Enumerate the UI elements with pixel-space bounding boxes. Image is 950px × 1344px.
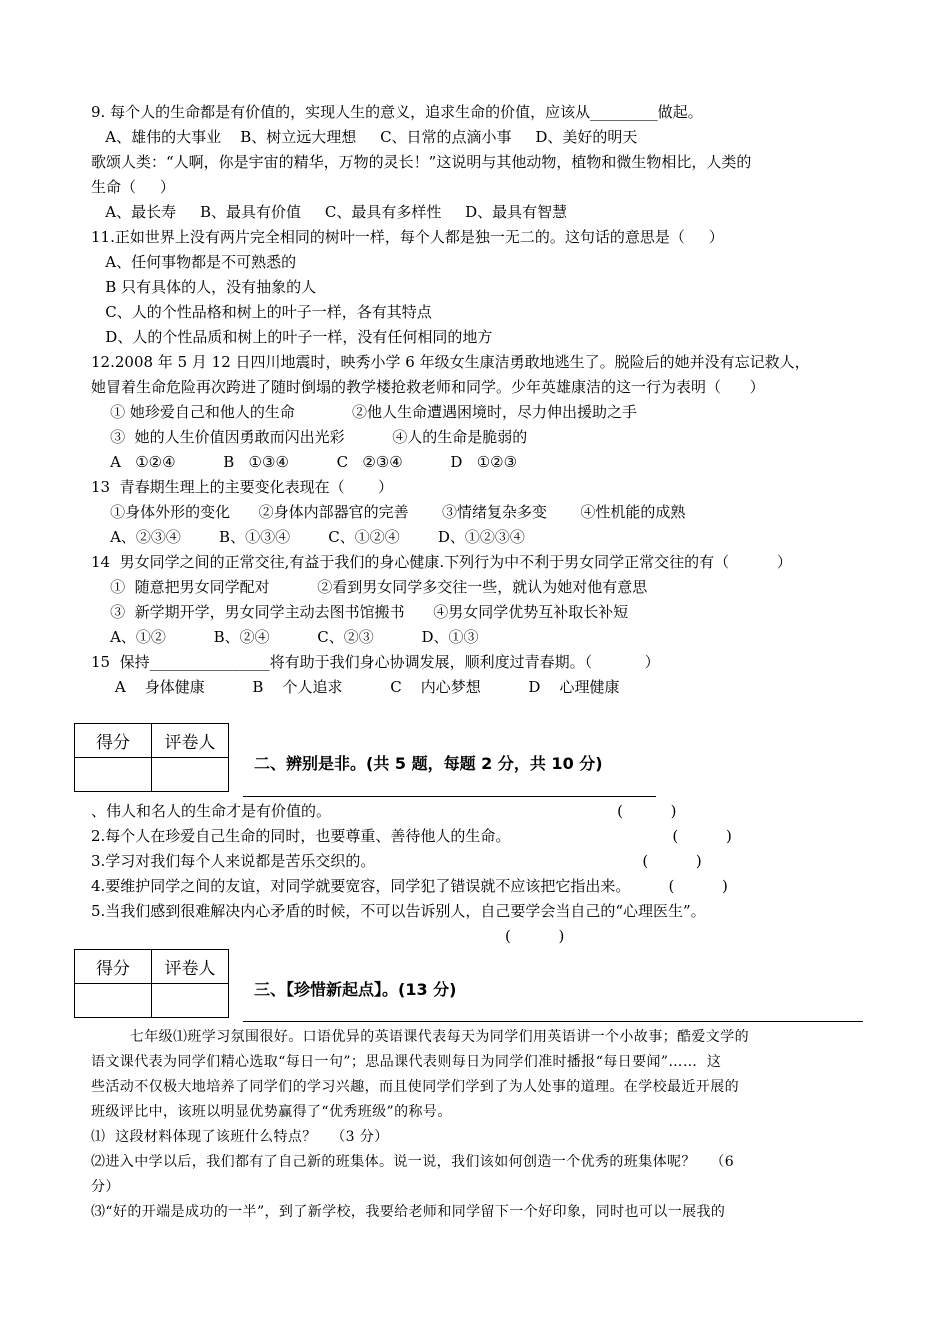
q12-stem-line2: 她冒着生命危险再次跨进了随时倒塌的教学楼抢救老师和同学。少年英雄康洁的这一行为表明（ ）	[91, 378, 765, 396]
q14-options: A、①② B、②④ C、②③ D、①③	[91, 628, 479, 646]
q14-stem: 14 男女同学之间的正常交往,有益于我们的身心健康.下列行为中不利于男女同学正常交往的有（ ）	[91, 553, 792, 571]
q11-option-a: A、任何事物都是不可熟悉的	[91, 253, 297, 271]
q10-stem-line2: 生命（ ）	[91, 178, 175, 196]
q11-option-d: D、人的个性品质和树上的叶子一样，没有任何相同的地方	[91, 328, 493, 346]
q11-option-c: C、人的个性品格和树上的叶子一样，各有其特点	[91, 303, 432, 321]
tf-item-3: 3.学习对我们每个人来说都是苦乐交织的。 ( )	[91, 852, 702, 870]
grader-label: 评卷人	[152, 724, 229, 758]
score-box-section3	[74, 949, 229, 1018]
grader-label: 评卷人	[152, 950, 229, 984]
q13-stem: 13 青春期生理上的主要变化表现在（ ）	[91, 478, 394, 496]
q15-options: A 身体健康 B 个人追求 C 内心梦想 D 心理健康	[91, 678, 620, 696]
q10-stem-line1: 歌颂人类：“人啊，你是宇宙的精华，万物的灵长！”这说明与其他动物，植物和微生物相比，人类的	[91, 153, 752, 171]
tf-item-1: 、伟人和名人的生命才是有价值的。 ( )	[91, 802, 677, 820]
q9-stem: 9. 每个人的生命都是有价值的，实现人生的意义，追求生命的价值，应该从_________做起。	[91, 103, 703, 121]
score-label: 得分	[75, 950, 152, 984]
tf-item-5-answer: ( )	[505, 927, 565, 945]
sub-question-2-cont: 分）	[91, 1179, 120, 1195]
q12-items-1: ① 她珍爱自己和他人的生命 ②他人生命遭遇困境时，尽力伸出援助之手	[91, 403, 638, 421]
q15-stem: 15 保持________________将有助于我们身心协调发展，顺利度过青春期。（ ）	[91, 653, 660, 671]
q12-items-2: ③ 她的人生价值因勇敢而闪出光彩 ④人的生命是脆弱的	[91, 428, 528, 446]
score-cell	[75, 984, 152, 1018]
material-line-4: 班级评比中，该班以明显优势赢得了“优秀班级”的称号。	[91, 1104, 452, 1120]
q14-items-2: ③ 新学期开学，男女同学主动去图书馆搬书 ④男女同学优势互补取长补短	[91, 603, 629, 621]
sub-question-3: ⑶“好的开端是成功的一半”，到了新学校，我要给老师和同学留下一个好印象，同时也可以一展我的	[91, 1204, 726, 1220]
grader-cell	[152, 984, 229, 1018]
grader-cell	[152, 758, 229, 792]
score-label: 得分	[75, 724, 152, 758]
section3-divider	[243, 1021, 863, 1022]
q11-option-b: B 只有具体的人，没有抽象的人	[91, 278, 317, 296]
tf-item-4: 4.要维护同学之间的友谊，对同学就要宽容，同学犯了错误就不应该把它指出来。 ( )	[91, 877, 728, 895]
material-line-3: 些活动不仅极大地培养了同学们的学习兴趣，而且使同学们学到了为人处事的道理。在学校最近开展的	[91, 1079, 739, 1095]
q9-options: A、雄伟的大事业 B、树立远大理想 C、日常的点滴小事 D、美好的明天	[91, 128, 638, 146]
q13-items: ①身体外形的变化 ②身体内部器官的完善 ③情绪复杂多变 ④性机能的成熟	[91, 503, 686, 521]
score-box-section2	[74, 723, 229, 792]
q13-options: A、②③④ B、①③④ C、①②④ D、①②③④	[91, 528, 525, 546]
q11-stem: 11.正如世界上没有两片完全相同的树叶一样，每个人都是独一无二的。这句话的意思是（ ）	[91, 228, 724, 246]
material-line-2: 语文课代表为同学们精心选取“每日一句”；思品课代表则每日为同学们准时播报“每日要闻”…… 这	[91, 1054, 722, 1070]
q12-options: A ①②④ B ①③④ C ②③④ D ①②③	[91, 453, 518, 471]
section2-title: 二、辨别是非。(共 5 题，每题 2 分，共 10 分)	[254, 754, 603, 773]
sub-question-1: ⑴ 这段材料体现了该班什么特点？ （3 分）	[91, 1129, 389, 1145]
q12-stem-line1: 12.2008 年 5 月 12 日四川地震时，映秀小学 6 年级女生康洁勇敢地逃生了。脱险后的她并没有忘记救人，	[91, 353, 810, 371]
score-cell	[75, 758, 152, 792]
tf-item-5: 5.当我们感到很难解决内心矛盾的时候，不可以告诉别人，自己要学会当自己的“心理医生”。	[91, 902, 706, 920]
q10-options: A、最长寿 B、最具有价值 C、最具有多样性 D、最具有智慧	[91, 203, 568, 221]
section3-title: 三、【珍惜新起点】。(13 分)	[254, 980, 457, 999]
q14-items-1: ① 随意把男女同学配对 ②看到男女同学多交往一些，就认为她对他有意思	[91, 578, 648, 596]
tf-item-2: 2.每个人在珍爱自己生命的同时，也要尊重、善待他人的生命。 ( )	[91, 827, 732, 845]
sub-question-2: ⑵进入中学以后，我们都有了自己新的班集体。说一说，我们该如何创造一个优秀的班集体呢？ （6	[91, 1154, 735, 1170]
section2-divider	[243, 796, 656, 797]
material-line-1: 七年级⑴班学习氛围很好。口语优异的英语课代表每天为同学们用英语讲一个小故事；酷爱文学的	[91, 1029, 749, 1045]
